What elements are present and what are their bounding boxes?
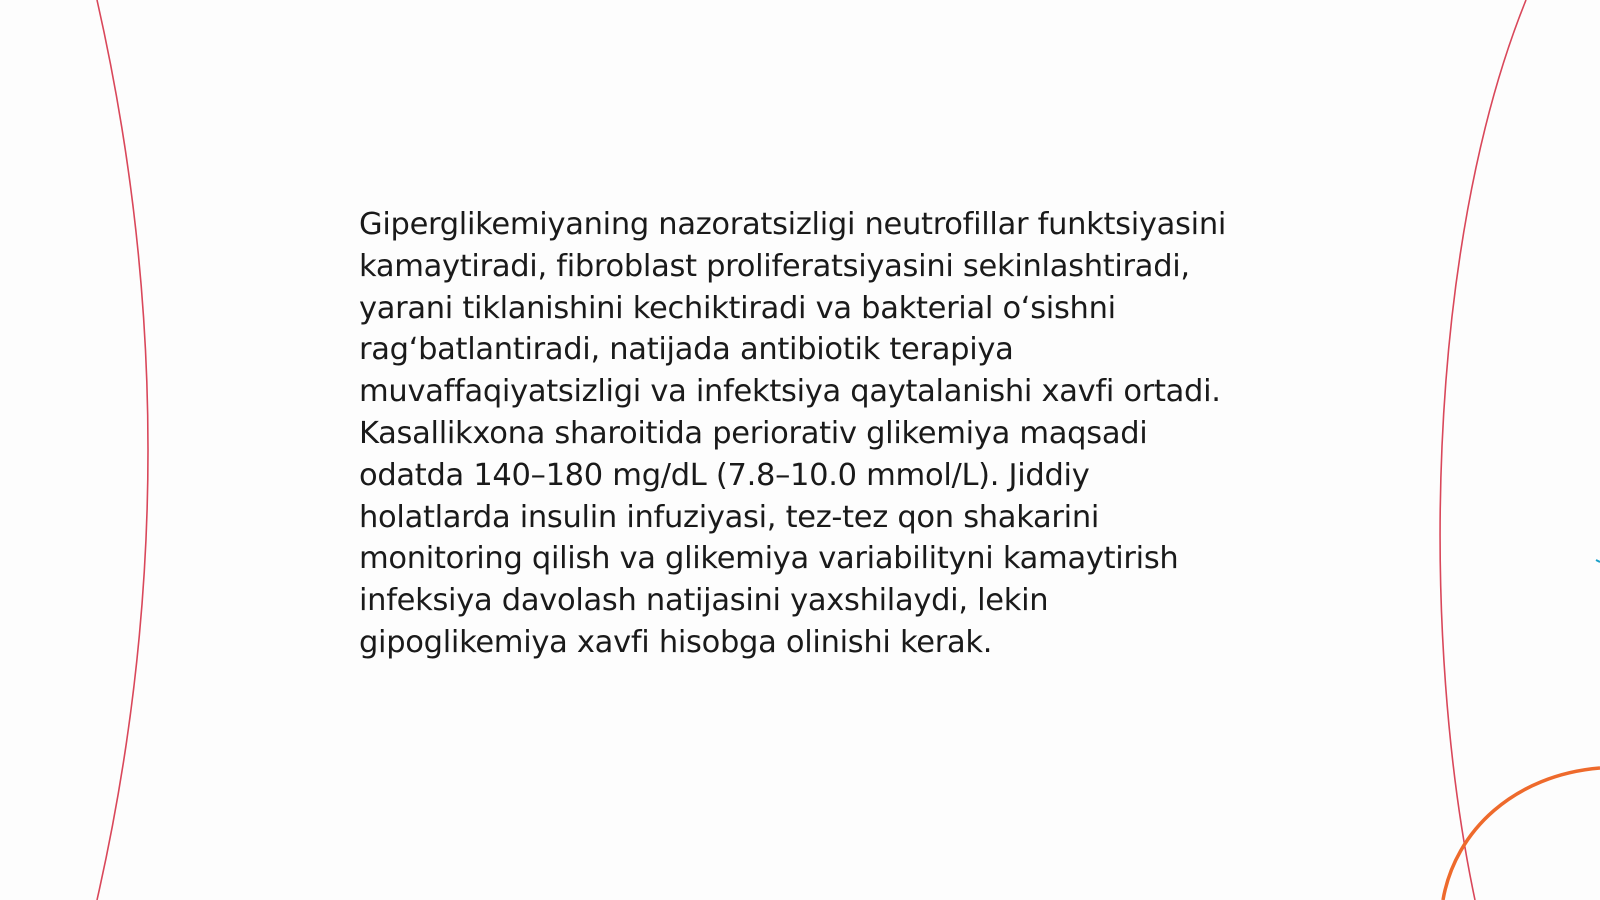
accent-tick (1596, 560, 1600, 562)
body-paragraph: Giperglikemiyaning nazoratsizligi neutrofillar funktsiyasini kamaytiradi, fibroblast proliferatsiyasini sekinlashtiradi, yarani tiklanishini kechiktiradi va bakterial o‘sishni rag‘batlantiradi, natijada antibiotik terapiya muvaffaqiyatsizligi va infektsiya qaytalanishi xavfi ortadi. Kasallikxona sharoitida periorativ glikemiya maqsadi odatda 140–180 mg/dL (7.8–10.0 mmol/L). Jiddiy holatlarda insulin infuziyasi, tez-tez qon shakarini monitoring qilish va glikemiya variabilityni kamaytirish infeksiya davolash natijasini yaxshilaydi, lekin gipoglikemiya xavfi hisobga olinishi kerak. (359, 207, 1227, 660)
left-curve (97, 0, 148, 900)
corner-arc (1443, 768, 1600, 900)
right-curve (1440, 0, 1526, 900)
